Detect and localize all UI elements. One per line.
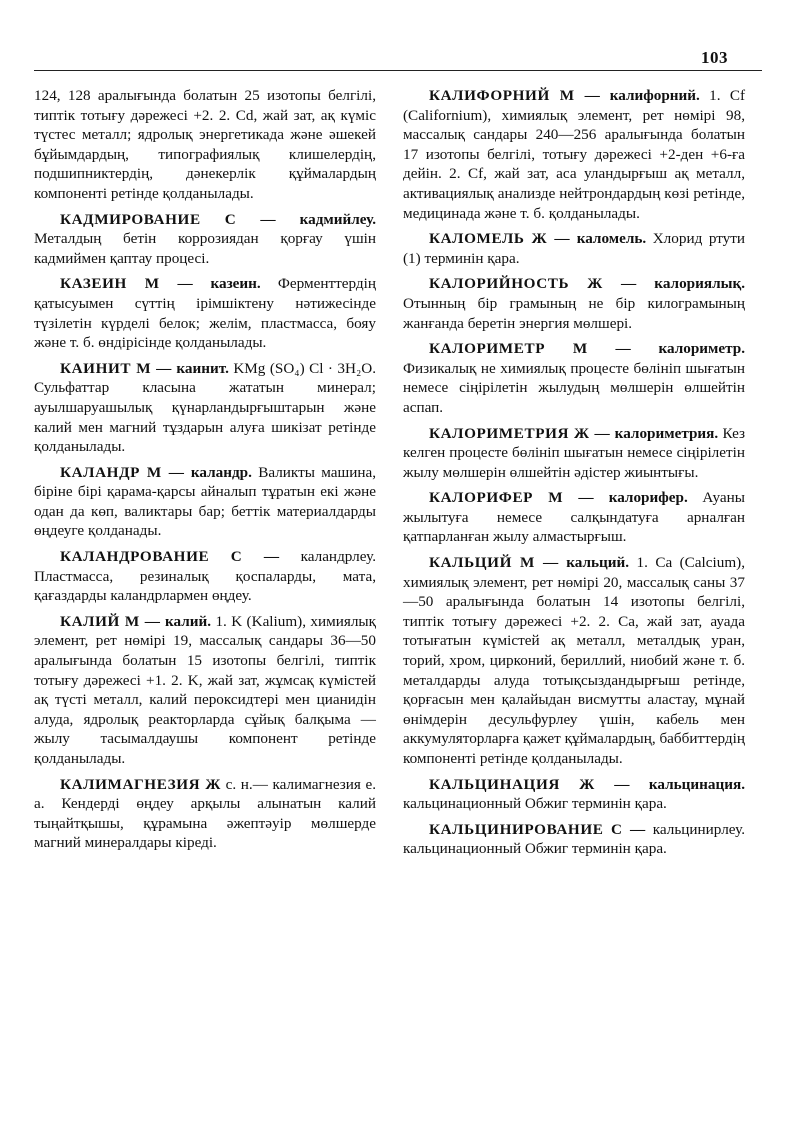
dictionary-entry xyxy=(34,359,376,457)
entry-headword: КАЛЬЦИЙ М — xyxy=(429,554,559,572)
dictionary-entry xyxy=(403,86,745,223)
entry-definition: Ауаны жылытуға немесе салқындатуға арналған қатпарланған жылу алмастырғыш. xyxy=(403,489,745,546)
entry-definition: 1. Ca (Calcium), химиялық элемент, рет нөмірі 20, массалық саны 37—50 аралығында болатын 14 изотопы белгілі, типтік тотығу дәрежесі +2. 2. Ca, жай зат, ауада тотығатын күмістей ақ металл, металдық уран, торий, хром, цирконий, бериллий, ниобий және т. б. металдарды алуда тотықсыздандырғыш ретінде, қорғасын мен қалайыдан висмутты аластау, мұнай өнімдерін десульфурлеу үшін, кабель мен аккумуляторларға қажет құймалардың, баббиттердің компоненті ретінде қолданылады. xyxy=(403,554,745,767)
entry-definition: Ферменттердің қатысуымен сүттің ірімшіктену нәтижесінде түзілетін күрделі белок; желім, пластмасса, бояу және т. б. өндірісінде қолданылады. xyxy=(34,275,376,352)
entry-headword: КАЛИМАГНЕЗИЯ Ж xyxy=(60,775,222,793)
entry-definition: Отынның бір грамының не бір килограмының жанғанда беретін энергия мөлшері. xyxy=(403,294,745,332)
right-column xyxy=(403,86,745,865)
dictionary-entry xyxy=(34,775,376,853)
dictionary-entry xyxy=(403,339,745,417)
entry-definition: кальцинирлеу. кальцинационный Обжиг терминін қара. xyxy=(403,820,746,858)
entry-headword: КАЛЬЦИНИРОВАНИЕ С — xyxy=(429,820,646,838)
entry-definition: Физикалық не химиялық процесте бөлініп шығатын немесе сіңірілетін жылудың мөлшерін өлшейтін аспап. xyxy=(403,359,745,416)
dictionary-entry xyxy=(34,463,376,541)
entry-russian: казеин. xyxy=(210,275,261,293)
entry-headword: КАЛОРИФЕР М — xyxy=(429,489,595,507)
entry-definition: Кез келген процесте бөлініп шығатын немесе сіңірілетін жылу мөлшерін өлшейтін әдістер жиынтығы. xyxy=(403,424,745,481)
entry-headword: КАЛОРИЙНОСТЬ Ж — xyxy=(429,275,637,293)
entry-definition: Валикты машина, біріне бірі қарама-қарсы айналып тұратын екі және одан да көп, валиктары бар; беттік материалдарды өңдеуге қолданады. xyxy=(34,463,376,540)
dictionary-entry xyxy=(34,210,376,269)
dictionary-entry xyxy=(403,229,745,268)
dictionary-entry xyxy=(403,820,745,859)
entry-russian: кальций. xyxy=(566,554,630,572)
entry-russian: каломель. xyxy=(576,230,647,248)
entry-headword: КАЗЕИН М — xyxy=(60,275,194,293)
dictionary-entry xyxy=(34,274,376,352)
entry-definition: KMg (SO₄) Cl · 3H₂O. Сульфаттар класына жататын минерал; ауылшаруашылық қүнарландырғыштарын және калий мен магний тұздарын алуға шикізат ретінде қолданылады. xyxy=(34,359,377,456)
page-number: 103 xyxy=(701,48,728,67)
entry-headword: КАДМИРОВАНИЕ С — xyxy=(60,210,277,228)
dictionary-entry xyxy=(34,547,376,606)
entry-headword: КАЛОРИМЕТРИЯ Ж — xyxy=(429,424,611,442)
entry-russian: каландр. xyxy=(190,463,252,481)
entry-russian: калориялық. xyxy=(654,275,745,293)
header-rule xyxy=(34,70,762,71)
entry-russian: калорифер. xyxy=(608,489,688,507)
entry-headword: КАЛАНДРОВАНИЕ С — xyxy=(60,548,280,566)
left-column xyxy=(34,86,376,859)
dictionary-entry xyxy=(403,553,745,769)
entry-headword: КАЛОМЕЛЬ Ж — xyxy=(429,230,571,248)
entry-definition: с. н.— калимагнезия е. а. Кендерді өңдеу арқылы алынатын калий тыңайтқышы, құрамына әжептәуір мөлшерде магний минералдары кіреді. xyxy=(34,775,377,852)
dictionary-entry xyxy=(34,612,376,769)
entry-russian: калориметр. xyxy=(658,340,745,358)
entry-definition: 1. Cf (Californium), химиялық элемент, рет нөмірі 98, массалық сандары 240—256 аралығында болатын 17 изотопы белгілі, тотығу дәрежесі +2-ден +6-ға дейін. 2. Cf, жай зат, аса уландырғыш ақ металл, активациялық анализде нейтрондардың көзі ретінде, медицинада және т. б. қолданылады. xyxy=(403,87,746,222)
dictionary-entry xyxy=(403,424,745,483)
dictionary-entry xyxy=(403,274,745,333)
entry-headword: КАЛИЙ М — xyxy=(60,612,161,630)
entry-headword: КАЛОРИМЕТР М — xyxy=(429,340,632,358)
entry-russian: калий. xyxy=(164,612,212,630)
entry-headword: КАЛИФОРНИЙ М — xyxy=(429,87,601,104)
entry-headword: КАЛАНДР М — xyxy=(60,463,185,481)
continuation-text: 124, 128 аралығында болатын 25 изотопы белгілі, типтік тотығу дәрежесі +2. 2. Cd, жай зат, ақ күміс түстес металл; ядролық энергетикада және әшекей бұйымдардың, типографиялық клишелердің, подшипниктердің, дәнекерлік құймалардың компоненті ретінде қолданылады. xyxy=(34,87,376,202)
entry-russian: кадмийлеу. xyxy=(299,210,376,228)
entry-definition: каландрлеу. Пластмасса, резиналық қоспаларды, мата, қағаздарды каландрлармен өңдеу. xyxy=(34,548,376,605)
entry-russian: калориметрия. xyxy=(614,424,719,442)
entry-headword: КАЛЬЦИНАЦИЯ Ж — xyxy=(429,775,631,793)
dictionary-entry xyxy=(403,488,745,547)
entry-russian: кальцинация. xyxy=(648,775,746,793)
entry-russian: каинит. xyxy=(176,359,229,377)
entry-russian: калифорний. xyxy=(609,87,700,104)
entry-definition: кальцинационный Обжиг терминін қара. xyxy=(403,795,667,813)
entry-definition: 1. K (Kalium), химиялық элемент, рет нөмірі 19, массалық сандары 36—50 аралығында болатын 15 изотопы белгілі, типтік тотығу дәрежесі +1. 2. K, жай зат, жұмсақ күмістей ақ түсті металл, калий пероксидтері мен цианидін алуда, ядролық реакторларда сұйық балқыма — жылу тасымалдаушы компонент ретінде қолданылады. xyxy=(34,612,376,767)
entry-definition: Хлорид ртути (1) терминін қара. xyxy=(403,230,746,267)
entry-headword: КАИНИТ М — xyxy=(60,359,172,377)
entry-definition: Металдың бетін коррозиядан қорғау үшін кадмиймен қаптау процесі. xyxy=(34,230,376,267)
dictionary-entry xyxy=(403,775,745,814)
